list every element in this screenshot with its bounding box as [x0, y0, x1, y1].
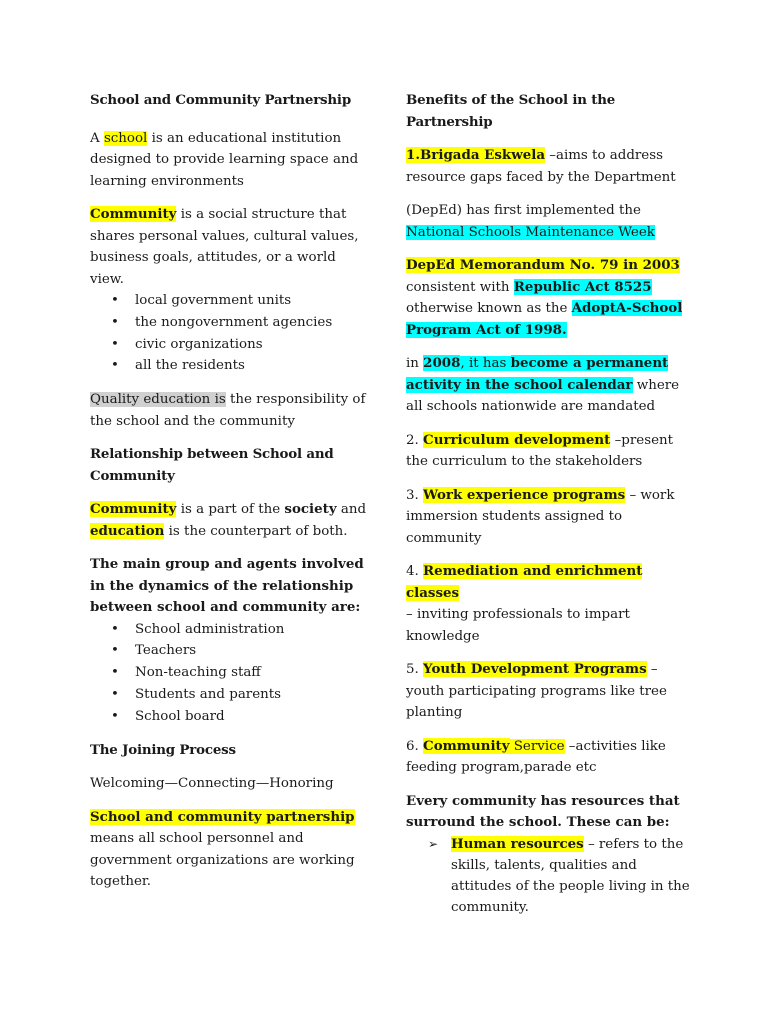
list-item: • all the residents [90, 355, 370, 377]
list-item: • Students and parents [90, 684, 370, 706]
community-definition: Community is a social structure that shares personal values, cultural values, business goals, attitudes, or a world view. [90, 206, 359, 287]
resources-intro: Every community has resources that surround the school. These can be: [406, 792, 680, 830]
highlight-work-experience: Work experience programs [423, 486, 626, 503]
left-column [90, 90, 370, 893]
school-definition: A school is an educational institution designed to provide learning space and learning environments [90, 130, 359, 189]
community-list [90, 290, 370, 377]
partnership-definition: School and community partnership means all school personnel and government organizations are working together. [90, 808, 355, 890]
section-title-joining: The Joining Process [90, 741, 236, 758]
highlight-curriculum: Curriculum development [423, 431, 611, 448]
highlight-2008: 2008 [423, 355, 461, 371]
benefit-1: 1.Brigada Eskwela –aims to address resource gaps faced by the Department [406, 147, 676, 185]
list-item: • local government units [90, 290, 370, 312]
benefit-5: 5. Youth Development Programs – youth participating programs like tree planting [406, 661, 667, 720]
agents-list [90, 619, 370, 728]
relationship-statement: Community is a part of the society and education is the counterpart of both. [90, 501, 367, 539]
memo-statement: DepEd Memorandum No. 79 in 2003 consistent with Republic Act 8525 otherwise known as the AdoptA-School Program Act of 1998. [406, 257, 683, 338]
main-group-statement: The main group and agents involved in the dynamics of the relationship between school and community are: [90, 556, 364, 616]
highlight-memo: DepEd Memorandum No. 79 in 2003 [406, 257, 680, 273]
highlight-youth-development: Youth Development Programs [423, 661, 647, 677]
section-title-partnership: School and Community Partnership [90, 92, 351, 108]
list-item: • School board [90, 706, 370, 728]
highlight-quality-education: Quality education [90, 392, 215, 408]
highlight-remediation: Remediation and enrichment classes [406, 563, 643, 601]
list-item: • Non-teaching staff [90, 662, 370, 684]
year-2008-statement: in 2008, it has become a permanent activity in the school calendar where all schools nationwide are mandated [406, 355, 680, 414]
highlight-human-resources: Human resources [451, 835, 584, 852]
deped-statement: (DepEd) has first implemented the National Schools Maintenance Week [406, 203, 655, 240]
highlight-maintenance-week: National Schools Maintenance Week [406, 224, 655, 240]
benefit-2: 2. Curriculum development –present the curriculum to the stakeholders [406, 431, 674, 469]
benefit-6: 6. Community Service –activities like feeding program,parade etc [406, 737, 666, 775]
highlight-partnership: School and community partnership [90, 808, 355, 825]
highlight-school: school [103, 130, 148, 146]
highlight-permanent-activity: become a permanent activity in the school calendar [406, 355, 669, 393]
list-item: ➢ Human resources – refers to the skills, talents, qualities and attitudes of the people living in the community. [406, 834, 696, 918]
quality-education-statement: Quality education is the responsibility of the school and the community [90, 392, 366, 429]
highlight-republic-act: Republic Act 8525 [513, 278, 652, 295]
highlight-community: Community [90, 501, 177, 518]
highlight-adopt-a-school: AdoptA-School Program Act of 1998. [406, 300, 683, 338]
list-item: • School administration [90, 619, 370, 641]
benefit-3: 3. Work experience programs – work immersion students assigned to community [406, 486, 675, 546]
joining-steps: Welcoming—Connecting—Honoring [90, 776, 334, 792]
highlight-community-service: Community [423, 737, 510, 754]
list-item: • the nongovernment agencies [90, 312, 370, 334]
highlight-education: education [90, 522, 165, 539]
highlight-brigada-eskwela: 1.Brigada Eskwela [406, 147, 546, 163]
section-title-relationship: Relationship between School and Community [90, 446, 334, 484]
resources-list [406, 834, 696, 918]
right-column [406, 90, 696, 918]
benefit-4: 4. Remediation and enrichment classes – inviting professionals to impart knowledge [406, 563, 643, 644]
list-item: • Teachers [90, 640, 370, 662]
highlight-community: Community [90, 206, 177, 222]
section-title-benefits: Benefits of the School in the Partnership [406, 92, 616, 130]
list-item: • civic organizations [90, 334, 370, 356]
